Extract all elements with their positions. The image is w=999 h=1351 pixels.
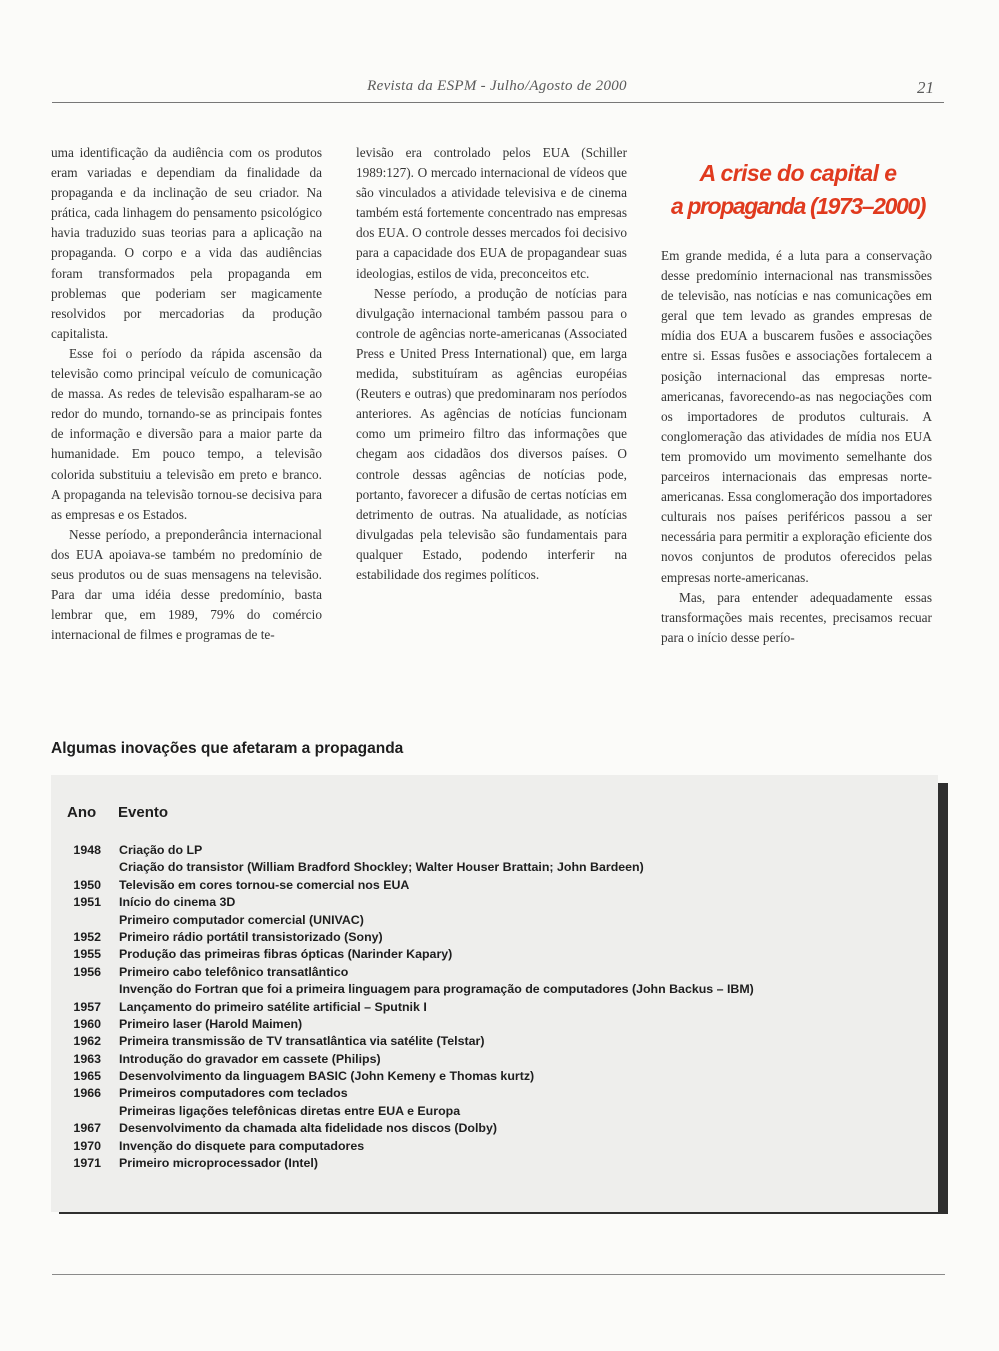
row-year: 1952 [73,929,101,944]
table-row [55,894,925,911]
row-event: Primeiro microprocessador (Intel) [119,1156,318,1171]
row-event: Desenvolvimento da chamada alta fidelidade nos discos (Dolby) [119,1121,498,1136]
section-heading [650,157,946,223]
row-year: 1965 [73,1069,101,1084]
section-heading-line-1: A crise do capital e [699,160,897,186]
footer-rule [52,1274,945,1275]
row-year: 1960 [73,1016,101,1031]
row-event: Criação do transistor (William Bradford Shockley; Walter Houser Brattain; John Bardeen) [119,860,644,875]
table-row [55,842,925,859]
row-year: 1948 [73,843,101,857]
table-row [55,1103,925,1120]
row-year: 1966 [73,1086,101,1101]
row-event: Criação do LP [119,843,203,857]
text-column-2 [356,143,627,585]
row-event: Desenvolvimento da linguagem BASIC (John Kemeny e Thomas kurtz) [119,1069,535,1084]
table-row [55,1033,925,1050]
row-event: Primeiro laser (Harold Maimen) [119,1016,303,1031]
row-year: 1971 [73,1156,101,1171]
row-event: Primeiras ligações telefônicas diretas entre EUA e Europa [119,1103,461,1118]
running-head [52,78,942,100]
table-row [55,1068,925,1085]
column-header-year: Ano [67,804,97,821]
row-event: Televisão em cores tornou-se comercial nos EUA [119,877,410,892]
table-body [55,842,925,1172]
row-year: 1957 [73,999,101,1014]
table-row [55,859,925,876]
table-row [55,1138,925,1155]
table-row [55,1085,925,1102]
table-row [55,1016,925,1033]
table-row [55,981,925,998]
text-column-3 [661,246,932,648]
table-caption: Algumas inovações que afetaram a propaganda [51,740,404,757]
row-event: Introdução do gravador em cassete (Philips) [119,1051,381,1066]
row-event: Primeiro rádio portátil transistorizado (Sony) [119,929,383,944]
paragraph: Esse foi o período da rápida ascensão da televisão como principal veículo de comunicação de massa. As redes de televisão espalharam-se ao redor do mundo, tornando-se as principais fontes de informação e diversão para a maior parte da humanidade. Em pouco tempo, a televisão colorida substituiu a televisão em preto e branco. A propaganda na televisão tornou-se decisiva para as empresas e os Estados. [51,345,322,522]
row-year: 1962 [73,1034,101,1049]
paragraph: Em grande medida, é a luta para a conservação desse predomínio internacional nas transmissões de televisão, nas notícias e nas comunicações em geral que tem levado as grandes empresas de mídia dos EUA a buscarem fusões e associações entre si. Essas fusões e associações fortalecem a posição internacional das empresas norte-americanas, favorecendo-as nas negociações com os importadores de produtos culturais. A conglomeração das atividades de mídia nos EUA tem promovido um movimento semelhante dos parceiros internacionais das empresas norte-americanas. Essa conglomeração dos importadores culturais nos países periféricos passou a ser necessária para permitir a exploração eficiente dos novos conjuntos de produtos oferecidos pelas empresas norte-americanas. [661,248,932,585]
paragraph: Nesse período, a preponderância internacional dos EUA apoiava-se também no predomínio de seus produtos ou de suas mensagens na televisão. Para dar uma idéia desse predomínio, basta lembrar que, em 1989, 79% do comércio internacional de filmes e programas de te- [51,526,322,643]
row-event: Primeiro cabo telefônico transatlântico [119,964,349,979]
table-row [55,877,925,894]
running-title: Revista da ESPM - Julho/Agosto de 2000 [367,78,627,94]
table-row [55,1120,925,1137]
table-row [55,929,925,946]
table-row [55,946,925,963]
table-row [55,964,925,981]
header-rule [52,102,944,103]
column-header-event: Evento [118,804,169,821]
row-year: 1967 [73,1121,101,1136]
row-event: Produção das primeiras fibras ópticas (Narinder Kapary) [119,947,453,962]
section-heading-line-2: a propaganda (1973–2000) [670,193,926,219]
row-event: Lançamento do primeiro satélite artificial – Sputnik I [119,999,427,1014]
row-event: Invenção do Fortran que foi a primeira linguagem para programação de computadores (John Backus – IBM) [119,982,754,997]
row-year: 1963 [73,1051,101,1066]
row-event: Início do cinema 3D [119,895,236,910]
table-shadow [938,783,948,1214]
table-row [55,912,925,929]
page-number: 21 [917,78,934,97]
row-event: Invenção do disquete para computadores [119,1138,365,1153]
row-year: 1950 [73,877,101,892]
text-column-1 [51,143,322,645]
row-event: Primeiro computador comercial (UNIVAC) [119,912,364,927]
table-row [55,999,925,1016]
paragraph: uma identificação da audiência com os produtos eram variadas e dependiam da finalidade da propaganda e da inclinação de seu criador. Na prática, cada linhagem do pensamento psicológico havia traduzido suas teorias para a aplicação na propaganda. O corpo e a vida das audiências foram transformados pela propaganda em problemas que poderiam ser magicamente resolvidos por mercadorias da produção capitalista. [51,145,322,341]
row-event: Primeira transmissão de TV transatlântica via satélite (Telstar) [119,1034,485,1049]
table-row [55,1155,925,1172]
row-year: 1955 [73,947,101,962]
paragraph: levisão era controlado pelos EUA (Schiller 1989:127). O mercado internacional de vídeos que são vinculados a atividade televisiva e de cinema também está fortemente concentrado nas empresas dos EUA. O controle desses mercados foi decisivo para a capacidade dos EUA de propagandear suas ideologias, estilos de vida, preconceitos etc. [356,145,627,281]
row-event: Primeiros computadores com teclados [119,1086,348,1101]
paragraph: Mas, para entender adequadamente essas transformações mais recentes, precisamos recuar para o início desse perío- [661,589,932,645]
table-row [55,1051,925,1068]
row-year: 1970 [73,1138,101,1153]
row-year: 1951 [73,895,101,910]
row-year: 1956 [73,964,101,979]
paragraph: Nesse período, a produção de notícias para divulgação internacional também passou para o controle de agências norte-americanas (Associated Press e United Press International) que, em larga medida, substituíram as agências européias (Reuters e outras) que predominaram nos períodos anteriores. As agências de notícias funcionam como um primeiro filtro das informações que chegam aos cidadãos dos diversos países. O controle dessas agências de notícias pode, portanto, favorecer a difusão de certas notícias em detrimento de outras. Na atualidade, as notícias divulgadas pela televisão são fundamentais para qualquer Estado, podendo interferir na estabilidade dos regimes políticos. [356,285,627,582]
